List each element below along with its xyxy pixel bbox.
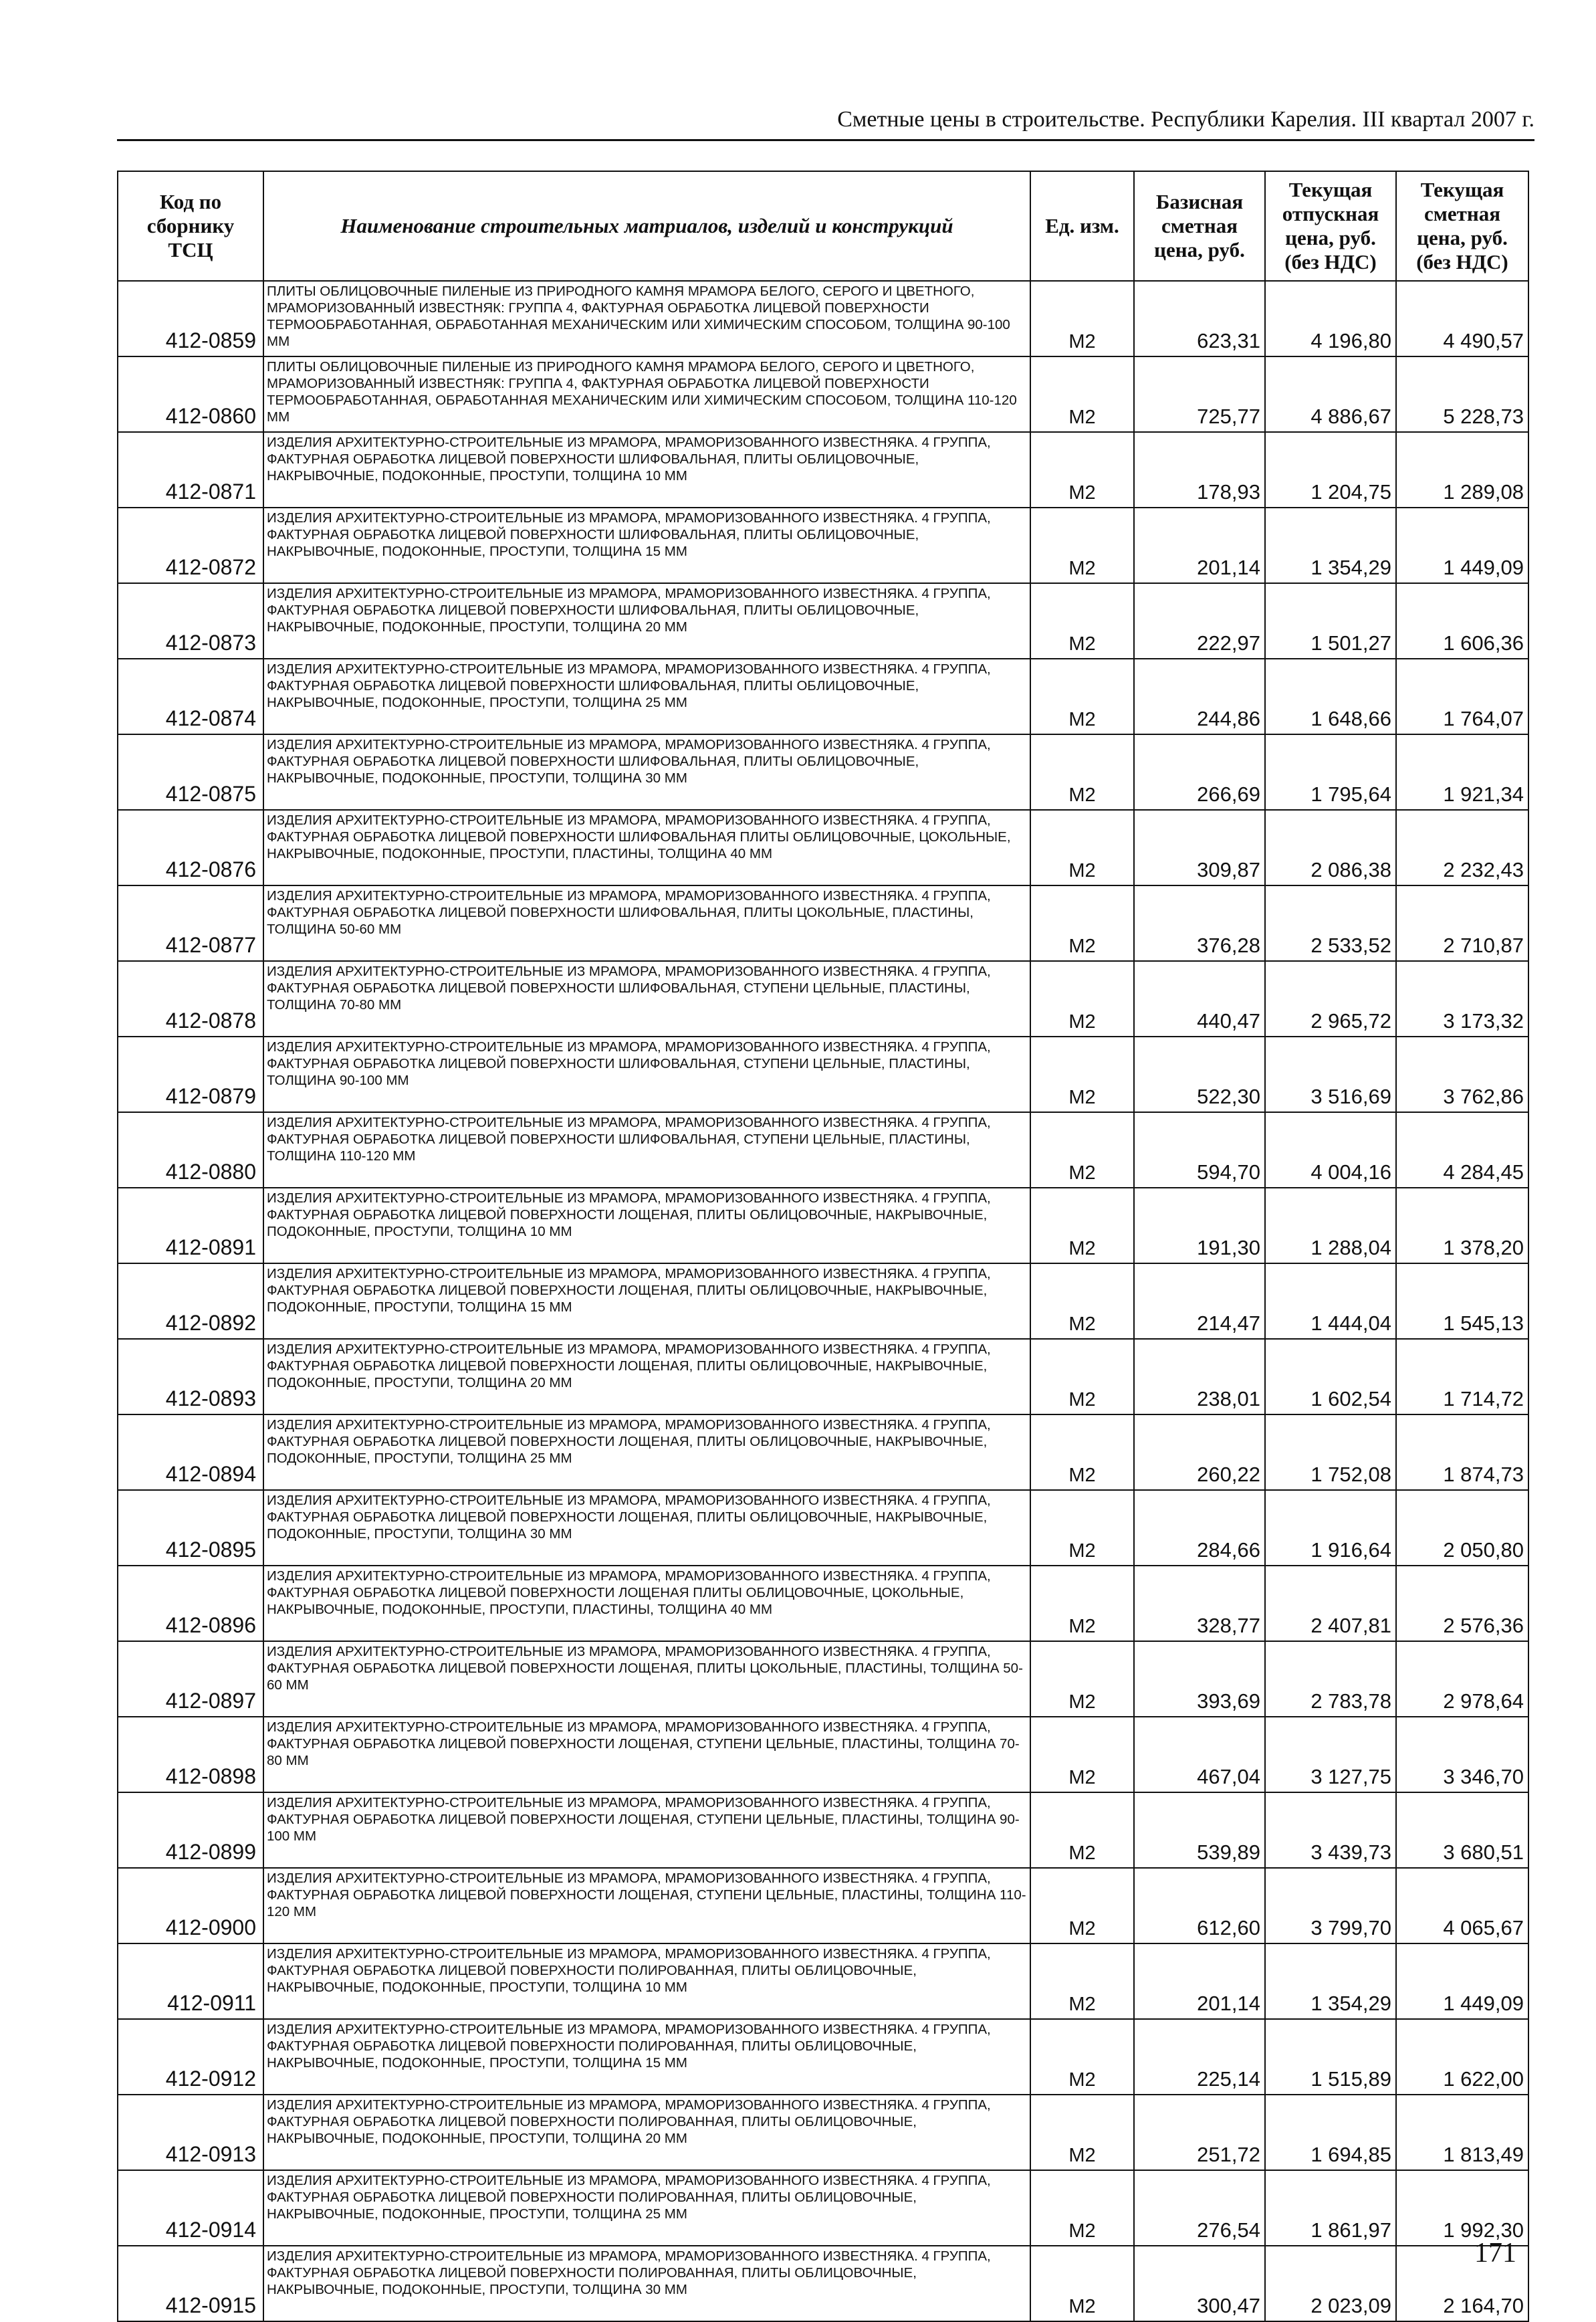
row-name — [263, 1792, 1030, 1868]
row-release-price: 1 444,04 — [1265, 1263, 1396, 1339]
table-row — [118, 2019, 1528, 2095]
row-estimate-price: 1 545,13 — [1396, 1263, 1528, 1339]
row-estimate-price: 2 232,43 — [1396, 810, 1528, 885]
row-code: 412-0872 — [118, 508, 263, 583]
row-unit: М2 — [1030, 1414, 1134, 1490]
row-name — [263, 1566, 1030, 1641]
row-release-price: 3 516,69 — [1265, 1037, 1396, 1112]
table-row — [118, 1112, 1528, 1188]
row-release-price: 2 407,81 — [1265, 1566, 1396, 1641]
row-code: 412-0914 — [118, 2170, 263, 2246]
row-unit: М2 — [1030, 1717, 1134, 1792]
table-row — [118, 2170, 1528, 2246]
row-base-price: 276,54 — [1134, 2170, 1265, 2246]
row-name-text: ИЗДЕЛИЯ АРХИТЕКТУРНО-СТРОИТЕЛЬНЫЕ ИЗ МРАМОРА, МРАМОРИЗОВАННОГО ИЗВЕСТНЯКА. 4 ГРУППА, ФАКТУРНАЯ ОБРАБОТКА ЛИЦЕВОЙ ПОВЕРХНОСТИ ПОЛИРОВАННАЯ, ПЛИТЫ ОБЛИЦОВОЧНЫЕ, НАКРЫВОЧНЫЕ, ПОДОКОННЫЕ, ПРОСТУПИ, ТОЛЩИНА 25 ММ — [267, 2173, 991, 2222]
table-row — [118, 810, 1528, 885]
row-estimate-price: 1 921,34 — [1396, 734, 1528, 810]
row-name — [263, 281, 1030, 356]
row-base-price: 440,47 — [1134, 961, 1265, 1037]
row-name — [263, 734, 1030, 810]
row-code: 412-0896 — [118, 1566, 263, 1641]
column-header-estimate-price: Текущая сметная цена, руб. (без НДС) — [1396, 171, 1528, 281]
row-estimate-price: 1 449,09 — [1396, 1943, 1528, 2019]
row-code: 412-0913 — [118, 2095, 263, 2170]
row-release-price: 1 795,64 — [1265, 734, 1396, 810]
row-name — [263, 2170, 1030, 2246]
row-base-price: 376,28 — [1134, 885, 1265, 961]
row-estimate-price: 4 284,45 — [1396, 1112, 1528, 1188]
row-unit: М2 — [1030, 2170, 1134, 2246]
row-estimate-price: 1 813,49 — [1396, 2095, 1528, 2170]
row-name-text: ИЗДЕЛИЯ АРХИТЕКТУРНО-СТРОИТЕЛЬНЫЕ ИЗ МРАМОРА, МРАМОРИЗОВАННОГО ИЗВЕСТНЯКА. 4 ГРУППА, ФАКТУРНАЯ ОБРАБОТКА ЛИЦЕВОЙ ПОВЕРХНОСТИ ШЛИФОВАЛЬНАЯ, ПЛИТЫ ОБЛИЦОВОЧНЫЕ, НАКРЫВОЧНЫЕ, ПОДОКОННЫЕ, ПРОСТУПИ, ТОЛЩИНА 10 ММ — [267, 435, 991, 484]
row-code: 412-0894 — [118, 1414, 263, 1490]
row-name-text: ИЗДЕЛИЯ АРХИТЕКТУРНО-СТРОИТЕЛЬНЫЕ ИЗ МРАМОРА, МРАМОРИЗОВАННОГО ИЗВЕСТНЯКА. 4 ГРУППА, ФАКТУРНАЯ ОБРАБОТКА ЛИЦЕВОЙ ПОВЕРХНОСТИ ШЛИФОВАЛЬНАЯ, СТУПЕНИ ЦЕЛЬНЫЕ, ПЛАСТИНЫ, ТОЛЩИНА 90-100 ММ — [267, 1039, 991, 1088]
row-unit: М2 — [1030, 1641, 1134, 1717]
row-release-price: 1 501,27 — [1265, 583, 1396, 659]
row-release-price: 1 288,04 — [1265, 1188, 1396, 1263]
row-code: 412-0871 — [118, 432, 263, 508]
running-header: Сметные цены в строительстве. Республики Карелия. III квартал 2007 г. — [117, 107, 1534, 141]
table-row — [118, 356, 1528, 432]
row-estimate-price: 4 490,57 — [1396, 281, 1528, 356]
row-name — [263, 1112, 1030, 1188]
row-code: 412-0873 — [118, 583, 263, 659]
row-name — [263, 583, 1030, 659]
row-release-price: 1 602,54 — [1265, 1339, 1396, 1414]
row-unit: М2 — [1030, 734, 1134, 810]
row-estimate-price: 2 164,70 — [1396, 2246, 1528, 2321]
row-estimate-price: 1 606,36 — [1396, 583, 1528, 659]
row-release-price: 3 799,70 — [1265, 1868, 1396, 1943]
row-name — [263, 1188, 1030, 1263]
row-code: 412-0897 — [118, 1641, 263, 1717]
page-number: 171 — [1474, 2238, 1516, 2268]
row-release-price: 1 752,08 — [1265, 1414, 1396, 1490]
row-estimate-price: 1 622,00 — [1396, 2019, 1528, 2095]
row-name-text: ИЗДЕЛИЯ АРХИТЕКТУРНО-СТРОИТЕЛЬНЫЕ ИЗ МРАМОРА, МРАМОРИЗОВАННОГО ИЗВЕСТНЯКА. 4 ГРУППА, ФАКТУРНАЯ ОБРАБОТКА ЛИЦЕВОЙ ПОВЕРХНОСТИ ЛОЩЕНАЯ, ПЛИТЫ ОБЛИЦОВОЧНЫЕ, НАКРЫВОЧНЫЕ, ПОДОКОННЫЕ, ПРОСТУПИ, ТОЛЩИНА 15 ММ — [267, 1266, 991, 1315]
row-unit: М2 — [1030, 508, 1134, 583]
row-name — [263, 1717, 1030, 1792]
row-unit: М2 — [1030, 432, 1134, 508]
table-row — [118, 1943, 1528, 2019]
table-row — [118, 2246, 1528, 2321]
row-name-text: ИЗДЕЛИЯ АРХИТЕКТУРНО-СТРОИТЕЛЬНЫЕ ИЗ МРАМОРА, МРАМОРИЗОВАННОГО ИЗВЕСТНЯКА. 4 ГРУППА, ФАКТУРНАЯ ОБРАБОТКА ЛИЦЕВОЙ ПОВЕРХНОСТИ ЛОЩЕНАЯ, ПЛИТЫ ЦОКОЛЬНЫЕ, ПЛАСТИНЫ, ТОЛЩИНА 50-60 ММ — [267, 1644, 1023, 1693]
table-row — [118, 1490, 1528, 1566]
row-estimate-price: 2 576,36 — [1396, 1566, 1528, 1641]
row-estimate-price: 1 449,09 — [1396, 508, 1528, 583]
row-name-text: ИЗДЕЛИЯ АРХИТЕКТУРНО-СТРОИТЕЛЬНЫЕ ИЗ МРАМОРА, МРАМОРИЗОВАННОГО ИЗВЕСТНЯКА. 4 ГРУППА, ФАКТУРНАЯ ОБРАБОТКА ЛИЦЕВОЙ ПОВЕРХНОСТИ ШЛИФОВАЛЬНАЯ, ПЛИТЫ ОБЛИЦОВОЧНЫЕ, НАКРЫВОЧНЫЕ, ПОДОКОННЫЕ, ПРОСТУПИ, ТОЛЩИНА 25 ММ — [267, 661, 991, 710]
row-name — [263, 885, 1030, 961]
table-row — [118, 2095, 1528, 2170]
row-unit: М2 — [1030, 961, 1134, 1037]
row-name — [263, 1263, 1030, 1339]
row-unit: М2 — [1030, 356, 1134, 432]
row-unit: М2 — [1030, 2019, 1134, 2095]
row-name-text: ИЗДЕЛИЯ АРХИТЕКТУРНО-СТРОИТЕЛЬНЫЕ ИЗ МРАМОРА, МРАМОРИЗОВАННОГО ИЗВЕСТНЯКА. 4 ГРУППА, ФАКТУРНАЯ ОБРАБОТКА ЛИЦЕВОЙ ПОВЕРХНОСТИ ШЛИФОВАЛЬНАЯ, ПЛИТЫ ОБЛИЦОВОЧНЫЕ, НАКРЫВОЧНЫЕ, ПОДОКОННЫЕ, ПРОСТУПИ, ТОЛЩИНА 20 ММ — [267, 586, 991, 635]
row-name-text: ПЛИТЫ ОБЛИЦОВОЧНЫЕ ПИЛЕНЫЕ ИЗ ПРИРОДНОГО КАМНЯ МРАМОРА БЕЛОГО, СЕРОГО И ЦВЕТНОГО, МРАМОРИЗОВАННЫЙ ИЗВЕСТНЯК: ГРУППА 4, ФАКТУРНАЯ ОБРАБОТКА ЛИЦЕВОЙ ПОВЕРХНОСТИ ТЕРМООБРАБОТАННАЯ, ОБРАБОТАННАЯ МЕХАНИЧЕСКИМ ИЛИ ХИМИЧЕСКИМ СПОСОБОМ, ТОЛЩИНА 90-100 ММ — [267, 284, 1010, 349]
table-row — [118, 1263, 1528, 1339]
row-name-text: ИЗДЕЛИЯ АРХИТЕКТУРНО-СТРОИТЕЛЬНЫЕ ИЗ МРАМОРА, МРАМОРИЗОВАННОГО ИЗВЕСТНЯКА. 4 ГРУППА, ФАКТУРНАЯ ОБРАБОТКА ЛИЦЕВОЙ ПОВЕРХНОСТИ ЛОЩЕНАЯ, СТУПЕНИ ЦЕЛЬНЫЕ, ПЛАСТИНЫ, ТОЛЩИНА 90-100 ММ — [267, 1795, 1020, 1844]
row-estimate-price: 2 978,64 — [1396, 1641, 1528, 1717]
row-base-price: 539,89 — [1134, 1792, 1265, 1868]
table-row — [118, 1414, 1528, 1490]
row-unit: М2 — [1030, 885, 1134, 961]
table-row — [118, 1868, 1528, 1943]
row-name — [263, 2019, 1030, 2095]
row-estimate-price: 1 289,08 — [1396, 432, 1528, 508]
table-body — [118, 281, 1528, 2321]
row-release-price: 2 533,52 — [1265, 885, 1396, 961]
row-name — [263, 2095, 1030, 2170]
row-release-price: 2 783,78 — [1265, 1641, 1396, 1717]
row-base-price: 222,97 — [1134, 583, 1265, 659]
row-unit: М2 — [1030, 2246, 1134, 2321]
row-code: 412-0891 — [118, 1188, 263, 1263]
row-base-price: 522,30 — [1134, 1037, 1265, 1112]
price-table — [117, 171, 1529, 2322]
row-name-text: ИЗДЕЛИЯ АРХИТЕКТУРНО-СТРОИТЕЛЬНЫЕ ИЗ МРАМОРА, МРАМОРИЗОВАННОГО ИЗВЕСТНЯКА. 4 ГРУППА, ФАКТУРНАЯ ОБРАБОТКА ЛИЦЕВОЙ ПОВЕРХНОСТИ ЛОЩЕНАЯ, СТУПЕНИ ЦЕЛЬНЫЕ, ПЛАСТИНЫ, ТОЛЩИНА 110-120 ММ — [267, 1871, 1026, 1919]
row-base-price: 623,31 — [1134, 281, 1265, 356]
row-estimate-price: 3 680,51 — [1396, 1792, 1528, 1868]
row-code: 412-0898 — [118, 1717, 263, 1792]
table-header-row — [118, 171, 1528, 281]
row-unit: М2 — [1030, 1868, 1134, 1943]
row-unit: М2 — [1030, 810, 1134, 885]
row-base-price: 244,86 — [1134, 659, 1265, 734]
row-code: 412-0875 — [118, 734, 263, 810]
column-header-code: Код по сборнику ТСЦ — [118, 171, 263, 281]
row-unit: М2 — [1030, 583, 1134, 659]
row-release-price: 3 127,75 — [1265, 1717, 1396, 1792]
row-code: 412-0877 — [118, 885, 263, 961]
row-name-text: ИЗДЕЛИЯ АРХИТЕКТУРНО-СТРОИТЕЛЬНЫЕ ИЗ МРАМОРА, МРАМОРИЗОВАННОГО ИЗВЕСТНЯКА. 4 ГРУППА, ФАКТУРНАЯ ОБРАБОТКА ЛИЦЕВОЙ ПОВЕРХНОСТИ ЛОЩЕНАЯ ПЛИТЫ ОБЛИЦОВОЧНЫЕ, ЦОКОЛЬНЫЕ, НАКРЫВОЧНЫЕ, ПОДОКОННЫЕ, ПРОСТУПИ, ПЛАСТИНЫ, ТОЛЩИНА 40 ММ — [267, 1568, 991, 1617]
row-name — [263, 1339, 1030, 1414]
row-base-price: 251,72 — [1134, 2095, 1265, 2170]
row-name-text: ИЗДЕЛИЯ АРХИТЕКТУРНО-СТРОИТЕЛЬНЫЕ ИЗ МРАМОРА, МРАМОРИЗОВАННОГО ИЗВЕСТНЯКА. 4 ГРУППА, ФАКТУРНАЯ ОБРАБОТКА ЛИЦЕВОЙ ПОВЕРХНОСТИ ШЛИФОВАЛЬНАЯ, ПЛИТЫ ОБЛИЦОВОЧНЫЕ, НАКРЫВОЧНЫЕ, ПОДОКОННЫЕ, ПРОСТУПИ, ТОЛЩИНА 30 ММ — [267, 737, 991, 786]
row-name — [263, 1414, 1030, 1490]
row-unit: М2 — [1030, 1490, 1134, 1566]
row-estimate-price: 5 228,73 — [1396, 356, 1528, 432]
row-name — [263, 1641, 1030, 1717]
row-release-price: 2 086,38 — [1265, 810, 1396, 885]
table-row — [118, 508, 1528, 583]
row-code: 412-0911 — [118, 1943, 263, 2019]
table-row — [118, 1037, 1528, 1112]
table-row — [118, 1717, 1528, 1792]
row-code: 412-0915 — [118, 2246, 263, 2321]
row-name-text: ИЗДЕЛИЯ АРХИТЕКТУРНО-СТРОИТЕЛЬНЫЕ ИЗ МРАМОРА, МРАМОРИЗОВАННОГО ИЗВЕСТНЯКА. 4 ГРУППА, ФАКТУРНАЯ ОБРАБОТКА ЛИЦЕВОЙ ПОВЕРХНОСТИ ПОЛИРОВАННАЯ, ПЛИТЫ ОБЛИЦОВОЧНЫЕ, НАКРЫВОЧНЫЕ, ПОДОКОННЫЕ, ПРОСТУПИ, ТОЛЩИНА 30 ММ — [267, 2248, 991, 2297]
row-base-price: 191,30 — [1134, 1188, 1265, 1263]
row-name-text: ИЗДЕЛИЯ АРХИТЕКТУРНО-СТРОИТЕЛЬНЫЕ ИЗ МРАМОРА, МРАМОРИЗОВАННОГО ИЗВЕСТНЯКА. 4 ГРУППА, ФАКТУРНАЯ ОБРАБОТКА ЛИЦЕВОЙ ПОВЕРХНОСТИ ПОЛИРОВАННАЯ, ПЛИТЫ ОБЛИЦОВОЧНЫЕ, НАКРЫВОЧНЫЕ, ПОДОКОННЫЕ, ПРОСТУПИ, ТОЛЩИНА 10 ММ — [267, 1946, 991, 1995]
row-code: 412-0876 — [118, 810, 263, 885]
row-name-text: ИЗДЕЛИЯ АРХИТЕКТУРНО-СТРОИТЕЛЬНЫЕ ИЗ МРАМОРА, МРАМОРИЗОВАННОГО ИЗВЕСТНЯКА. 4 ГРУППА, ФАКТУРНАЯ ОБРАБОТКА ЛИЦЕВОЙ ПОВЕРХНОСТИ ШЛИФОВАЛЬНАЯ, СТУПЕНИ ЦЕЛЬНЫЕ, ПЛАСТИНЫ, ТОЛЩИНА 110-120 ММ — [267, 1115, 991, 1164]
row-name-text: ИЗДЕЛИЯ АРХИТЕКТУРНО-СТРОИТЕЛЬНЫЕ ИЗ МРАМОРА, МРАМОРИЗОВАННОГО ИЗВЕСТНЯКА. 4 ГРУППА, ФАКТУРНАЯ ОБРАБОТКА ЛИЦЕВОЙ ПОВЕРХНОСТИ ШЛИФОВАЛЬНАЯ, ПЛИТЫ ОБЛИЦОВОЧНЫЕ, НАКРЫВОЧНЫЕ, ПОДОКОННЫЕ, ПРОСТУПИ, ТОЛЩИНА 15 ММ — [267, 510, 991, 559]
row-code: 412-0880 — [118, 1112, 263, 1188]
row-unit: М2 — [1030, 1566, 1134, 1641]
row-release-price: 1 204,75 — [1265, 432, 1396, 508]
row-base-price: 238,01 — [1134, 1339, 1265, 1414]
row-name-text: ИЗДЕЛИЯ АРХИТЕКТУРНО-СТРОИТЕЛЬНЫЕ ИЗ МРАМОРА, МРАМОРИЗОВАННОГО ИЗВЕСТНЯКА. 4 ГРУППА, ФАКТУРНАЯ ОБРАБОТКА ЛИЦЕВОЙ ПОВЕРХНОСТИ ШЛИФОВАЛЬНАЯ ПЛИТЫ ОБЛИЦОВОЧНЫЕ, ЦОКОЛЬНЫЕ, НАКРЫВОЧНЫЕ, ПОДОКОННЫЕ, ПРОСТУПИ, ПЛАСТИНЫ, ТОЛЩИНА 40 ММ — [267, 813, 1011, 861]
column-header-unit: Ед. изм. — [1030, 171, 1134, 281]
table-row — [118, 281, 1528, 356]
table-row — [118, 1566, 1528, 1641]
row-estimate-price: 1 992,30 — [1396, 2170, 1528, 2246]
row-name — [263, 356, 1030, 432]
row-base-price: 260,22 — [1134, 1414, 1265, 1490]
row-base-price: 201,14 — [1134, 1943, 1265, 2019]
row-code: 412-0879 — [118, 1037, 263, 1112]
row-code: 412-0912 — [118, 2019, 263, 2095]
row-unit: М2 — [1030, 659, 1134, 734]
row-code: 412-0900 — [118, 1868, 263, 1943]
row-unit: М2 — [1030, 1792, 1134, 1868]
row-unit: М2 — [1030, 1188, 1134, 1263]
row-release-price: 4 196,80 — [1265, 281, 1396, 356]
row-unit: М2 — [1030, 1263, 1134, 1339]
table-row — [118, 885, 1528, 961]
row-name — [263, 961, 1030, 1037]
row-release-price: 2 023,09 — [1265, 2246, 1396, 2321]
column-header-name: Наименование строительных матриалов, изделий и конструкций — [263, 171, 1030, 281]
row-name-text: ИЗДЕЛИЯ АРХИТЕКТУРНО-СТРОИТЕЛЬНЫЕ ИЗ МРАМОРА, МРАМОРИЗОВАННОГО ИЗВЕСТНЯКА. 4 ГРУППА, ФАКТУРНАЯ ОБРАБОТКА ЛИЦЕВОЙ ПОВЕРХНОСТИ ЛОЩЕНАЯ, ПЛИТЫ ОБЛИЦОВОЧНЫЕ, НАКРЫВОЧНЫЕ, ПОДОКОННЫЕ, ПРОСТУПИ, ТОЛЩИНА 30 ММ — [267, 1493, 991, 1542]
row-name-text: ИЗДЕЛИЯ АРХИТЕКТУРНО-СТРОИТЕЛЬНЫЕ ИЗ МРАМОРА, МРАМОРИЗОВАННОГО ИЗВЕСТНЯКА. 4 ГРУППА, ФАКТУРНАЯ ОБРАБОТКА ЛИЦЕВОЙ ПОВЕРХНОСТИ ПОЛИРОВАННАЯ, ПЛИТЫ ОБЛИЦОВОЧНЫЕ, НАКРЫВОЧНЫЕ, ПОДОКОННЫЕ, ПРОСТУПИ, ТОЛЩИНА 20 ММ — [267, 2097, 991, 2146]
row-name-text: ПЛИТЫ ОБЛИЦОВОЧНЫЕ ПИЛЕНЫЕ ИЗ ПРИРОДНОГО КАМНЯ МРАМОРА БЕЛОГО, СЕРОГО И ЦВЕТНОГО, МРАМОРИЗОВАННЫЙ ИЗВЕСТНЯК: ГРУППА 4, ФАКТУРНАЯ ОБРАБОТКА ЛИЦЕВОЙ ПОВЕРХНОСТИ ТЕРМООБРАБОТАННАЯ, ОБРАБОТАННАЯ МЕХАНИЧЕСКИМ ИЛИ ХИМИЧЕСКИМ СПОСОБОМ, ТОЛЩИНА 110-120 ММ — [267, 359, 1017, 425]
row-release-price: 1 515,89 — [1265, 2019, 1396, 2095]
row-name-text: ИЗДЕЛИЯ АРХИТЕКТУРНО-СТРОИТЕЛЬНЫЕ ИЗ МРАМОРА, МРАМОРИЗОВАННОГО ИЗВЕСТНЯКА. 4 ГРУППА, ФАКТУРНАЯ ОБРАБОТКА ЛИЦЕВОЙ ПОВЕРХНОСТИ ЛОЩЕНАЯ, ПЛИТЫ ОБЛИЦОВОЧНЫЕ, НАКРЫВОЧНЫЕ, ПОДОКОННЫЕ, ПРОСТУПИ, ТОЛЩИНА 10 ММ — [267, 1190, 991, 1239]
table-row — [118, 659, 1528, 734]
row-code: 412-0892 — [118, 1263, 263, 1339]
row-estimate-price: 1 714,72 — [1396, 1339, 1528, 1414]
row-release-price: 1 916,64 — [1265, 1490, 1396, 1566]
row-base-price: 284,66 — [1134, 1490, 1265, 1566]
row-base-price: 201,14 — [1134, 508, 1265, 583]
row-name-text: ИЗДЕЛИЯ АРХИТЕКТУРНО-СТРОИТЕЛЬНЫЕ ИЗ МРАМОРА, МРАМОРИЗОВАННОГО ИЗВЕСТНЯКА. 4 ГРУППА, ФАКТУРНАЯ ОБРАБОТКА ЛИЦЕВОЙ ПОВЕРХНОСТИ ШЛИФОВАЛЬНАЯ, СТУПЕНИ ЦЕЛЬНЫЕ, ПЛАСТИНЫ, ТОЛЩИНА 70-80 ММ — [267, 964, 991, 1013]
row-base-price: 214,47 — [1134, 1263, 1265, 1339]
row-base-price: 725,77 — [1134, 356, 1265, 432]
row-base-price: 309,87 — [1134, 810, 1265, 885]
row-name — [263, 1868, 1030, 1943]
row-estimate-price: 3 173,32 — [1396, 961, 1528, 1037]
row-name — [263, 1037, 1030, 1112]
row-base-price: 225,14 — [1134, 2019, 1265, 2095]
row-base-price: 178,93 — [1134, 432, 1265, 508]
row-release-price: 3 439,73 — [1265, 1792, 1396, 1868]
row-release-price: 1 354,29 — [1265, 1943, 1396, 2019]
row-code: 412-0895 — [118, 1490, 263, 1566]
row-name-text: ИЗДЕЛИЯ АРХИТЕКТУРНО-СТРОИТЕЛЬНЫЕ ИЗ МРАМОРА, МРАМОРИЗОВАННОГО ИЗВЕСТНЯКА. 4 ГРУППА, ФАКТУРНАЯ ОБРАБОТКА ЛИЦЕВОЙ ПОВЕРХНОСТИ ШЛИФОВАЛЬНАЯ, ПЛИТЫ ЦОКОЛЬНЫЕ, ПЛАСТИНЫ, ТОЛЩИНА 50-60 ММ — [267, 888, 991, 937]
row-name — [263, 508, 1030, 583]
row-name — [263, 810, 1030, 885]
row-estimate-price: 4 065,67 — [1396, 1868, 1528, 1943]
column-header-base-price: Базисная сметная цена, руб. — [1134, 171, 1265, 281]
row-name — [263, 432, 1030, 508]
row-unit: М2 — [1030, 281, 1134, 356]
row-release-price: 1 694,85 — [1265, 2095, 1396, 2170]
row-release-price: 1 861,97 — [1265, 2170, 1396, 2246]
row-code: 412-0878 — [118, 961, 263, 1037]
row-base-price: 300,47 — [1134, 2246, 1265, 2321]
row-estimate-price: 1 764,07 — [1396, 659, 1528, 734]
table-row — [118, 734, 1528, 810]
row-unit: М2 — [1030, 2095, 1134, 2170]
row-estimate-price: 2 710,87 — [1396, 885, 1528, 961]
row-estimate-price: 1 874,73 — [1396, 1414, 1528, 1490]
row-code: 412-0874 — [118, 659, 263, 734]
row-name — [263, 2246, 1030, 2321]
row-release-price: 2 965,72 — [1265, 961, 1396, 1037]
table-row — [118, 1339, 1528, 1414]
row-name-text: ИЗДЕЛИЯ АРХИТЕКТУРНО-СТРОИТЕЛЬНЫЕ ИЗ МРАМОРА, МРАМОРИЗОВАННОГО ИЗВЕСТНЯКА. 4 ГРУППА, ФАКТУРНАЯ ОБРАБОТКА ЛИЦЕВОЙ ПОВЕРХНОСТИ ЛОЩЕНАЯ, ПЛИТЫ ОБЛИЦОВОЧНЫЕ, НАКРЫВОЧНЫЕ, ПОДОКОННЫЕ, ПРОСТУПИ, ТОЛЩИНА 25 ММ — [267, 1417, 991, 1466]
table-row — [118, 1641, 1528, 1717]
row-estimate-price: 3 346,70 — [1396, 1717, 1528, 1792]
row-estimate-price: 2 050,80 — [1396, 1490, 1528, 1566]
row-release-price: 4 004,16 — [1265, 1112, 1396, 1188]
row-base-price: 328,77 — [1134, 1566, 1265, 1641]
row-release-price: 1 648,66 — [1265, 659, 1396, 734]
row-estimate-price: 1 378,20 — [1396, 1188, 1528, 1263]
row-name-text: ИЗДЕЛИЯ АРХИТЕКТУРНО-СТРОИТЕЛЬНЫЕ ИЗ МРАМОРА, МРАМОРИЗОВАННОГО ИЗВЕСТНЯКА. 4 ГРУППА, ФАКТУРНАЯ ОБРАБОТКА ЛИЦЕВОЙ ПОВЕРХНОСТИ ПОЛИРОВАННАЯ, ПЛИТЫ ОБЛИЦОВОЧНЫЕ, НАКРЫВОЧНЫЕ, ПОДОКОННЫЕ, ПРОСТУПИ, ТОЛЩИНА 15 ММ — [267, 2022, 991, 2071]
table-row — [118, 1792, 1528, 1868]
row-name-text: ИЗДЕЛИЯ АРХИТЕКТУРНО-СТРОИТЕЛЬНЫЕ ИЗ МРАМОРА, МРАМОРИЗОВАННОГО ИЗВЕСТНЯКА. 4 ГРУППА, ФАКТУРНАЯ ОБРАБОТКА ЛИЦЕВОЙ ПОВЕРХНОСТИ ЛОЩЕНАЯ, ПЛИТЫ ОБЛИЦОВОЧНЫЕ, НАКРЫВОЧНЫЕ, ПОДОКОННЫЕ, ПРОСТУПИ, ТОЛЩИНА 20 ММ — [267, 1342, 991, 1390]
row-release-price: 1 354,29 — [1265, 508, 1396, 583]
row-unit: М2 — [1030, 1037, 1134, 1112]
row-name-text: ИЗДЕЛИЯ АРХИТЕКТУРНО-СТРОИТЕЛЬНЫЕ ИЗ МРАМОРА, МРАМОРИЗОВАННОГО ИЗВЕСТНЯКА. 4 ГРУППА, ФАКТУРНАЯ ОБРАБОТКА ЛИЦЕВОЙ ПОВЕРХНОСТИ ЛОЩЕНАЯ, СТУПЕНИ ЦЕЛЬНЫЕ, ПЛАСТИНЫ, ТОЛЩИНА 70-80 ММ — [267, 1719, 1020, 1768]
table-row — [118, 583, 1528, 659]
row-base-price: 393,69 — [1134, 1641, 1265, 1717]
column-header-release-price: Текущая отпускная цена, руб. (без НДС) — [1265, 171, 1396, 281]
row-code: 412-0893 — [118, 1339, 263, 1414]
row-name — [263, 659, 1030, 734]
row-name — [263, 1943, 1030, 2019]
row-code: 412-0899 — [118, 1792, 263, 1868]
table-row — [118, 1188, 1528, 1263]
table-row — [118, 432, 1528, 508]
row-base-price: 594,70 — [1134, 1112, 1265, 1188]
row-estimate-price: 3 762,86 — [1396, 1037, 1528, 1112]
row-name — [263, 1490, 1030, 1566]
row-release-price: 4 886,67 — [1265, 356, 1396, 432]
row-code: 412-0860 — [118, 356, 263, 432]
table-row — [118, 961, 1528, 1037]
row-unit: М2 — [1030, 1943, 1134, 2019]
row-unit: М2 — [1030, 1339, 1134, 1414]
row-code: 412-0859 — [118, 281, 263, 356]
row-unit: М2 — [1030, 1112, 1134, 1188]
row-base-price: 266,69 — [1134, 734, 1265, 810]
row-base-price: 467,04 — [1134, 1717, 1265, 1792]
row-base-price: 612,60 — [1134, 1868, 1265, 1943]
